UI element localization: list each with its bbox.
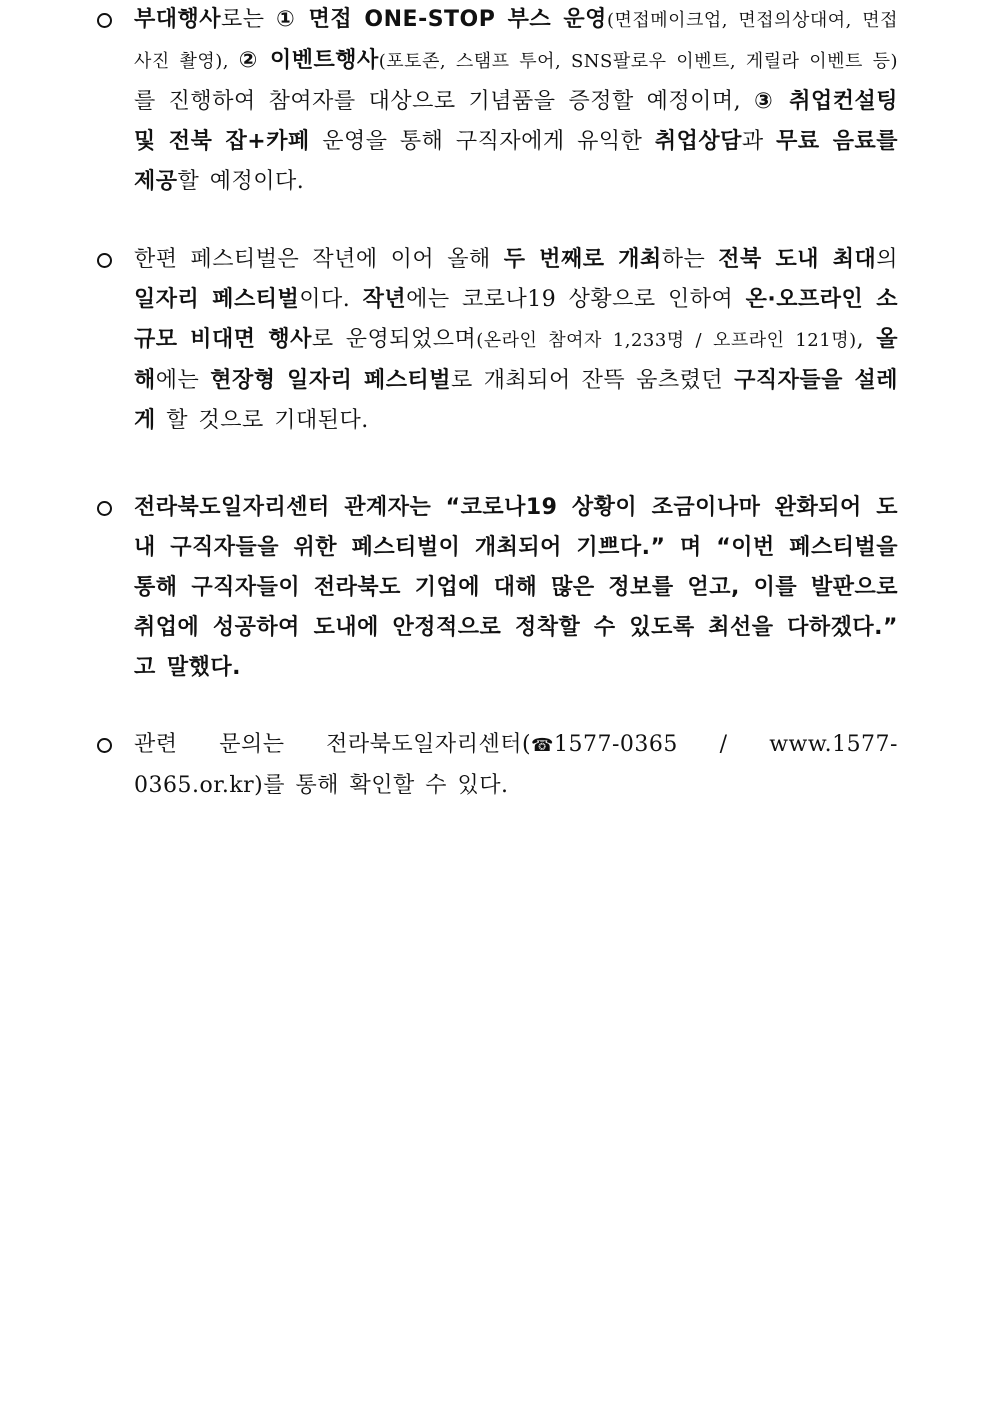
text-segment: 할 예정이다. (177, 169, 305, 194)
text-segment: 로 운영되었으며 (311, 327, 477, 352)
text-segment: 현장형 일자리 페스티벌 (210, 368, 451, 393)
text-segment: 취업상담 (654, 129, 742, 154)
text-segment: 올해 (134, 327, 899, 393)
text-segment: (포토존, 스탬프 투어, SNS팔로우 이벤트, 게릴라 이벤트 등) (378, 51, 898, 72)
text-segment: 이다. (299, 287, 363, 312)
text-segment: 에는 (155, 368, 211, 393)
text-segment: 구직자들을 설레게 (134, 368, 898, 433)
circle-bullet-icon (92, 0, 118, 40)
text-segment: (면접메이크업, 면접의상대여, 면접사진 촬영), (134, 10, 899, 72)
text-segment: , (856, 327, 877, 352)
text-segment: 에는 코로나19 상황으로 인하여 (406, 287, 746, 312)
paragraph-text (134, 240, 898, 441)
text-segment: 온·오프라인 소규모 비대면 행사 (134, 287, 898, 352)
text-segment: ① 면접 ONE-STOP 부스 운영 (276, 7, 607, 32)
text-segment: 전북 도내 최대 (718, 247, 877, 272)
text-segment: 과 (741, 129, 777, 154)
contact-link[interactable]: 1577-0365 / www.1577-0365.or.kr)를 통해 확인할 수 있다. (134, 732, 898, 798)
text-segment: 한편 페스티벌은 작년에 이어 올해 (134, 247, 504, 272)
circle-bullet-icon (92, 488, 118, 528)
paragraph-text (134, 725, 898, 806)
text-segment: 할 것으로 기대된다. (155, 408, 369, 433)
text-segment: 무료 음료를 제공 (134, 129, 899, 194)
text-segment: 로 개최되어 잔뜩 움츠렸던 (451, 368, 735, 393)
text-segment: 일자리 페스티벌 (134, 287, 300, 312)
text-segment: 전라북도일자리센터 관계자는 “코로나19 상황이 조금이나마 완화되어 도내 구직자들을 위한 페스티벌이 개최되어 기쁘다.” 며 “이번 페스티벌을 통해 구직자들이 전라북도 기업에 대해 많은 정보를 얻고, 이를 발판으로 취업에 성공하여 도내에 안정적으로 정착할 수 있도록 최선을 다하겠다.” 고 말했다. (134, 495, 898, 680)
paragraph-text (134, 0, 898, 202)
paragraph-official-quote (92, 488, 898, 688)
phone-icon: ☎ (531, 735, 554, 756)
text-segment: 부대행사 (134, 7, 222, 32)
paragraph-side-events (92, 0, 898, 202)
text-segment: 를 진행하여 참여자를 대상으로 기념품을 증정할 예정이며, (134, 89, 755, 114)
text-segment: 작년 (362, 287, 407, 312)
paragraph-festival-overview (92, 240, 898, 441)
text-segment: 운영을 통해 구직자에게 유익한 (309, 129, 655, 154)
text-segment: 의 (876, 247, 899, 272)
circle-bullet-icon (92, 240, 118, 280)
circle-bullet-icon (92, 725, 118, 765)
text-segment: 두 번째로 개최 (503, 247, 662, 272)
paragraph-contact-info (92, 725, 898, 806)
text-segment: 관련 문의는 전라북도일자리센터( (134, 732, 532, 757)
text-segment: 하는 (661, 247, 719, 272)
paragraph-text (134, 488, 898, 688)
text-segment: (온라인 참여자 1,233명 / 오프라인 121명) (476, 330, 857, 351)
text-segment: ③ 취업컨설팅 및 전북 잡+카페 (134, 89, 899, 154)
text-segment: 로는 (221, 7, 277, 32)
text-segment: ② 이벤트행사 (238, 48, 379, 73)
